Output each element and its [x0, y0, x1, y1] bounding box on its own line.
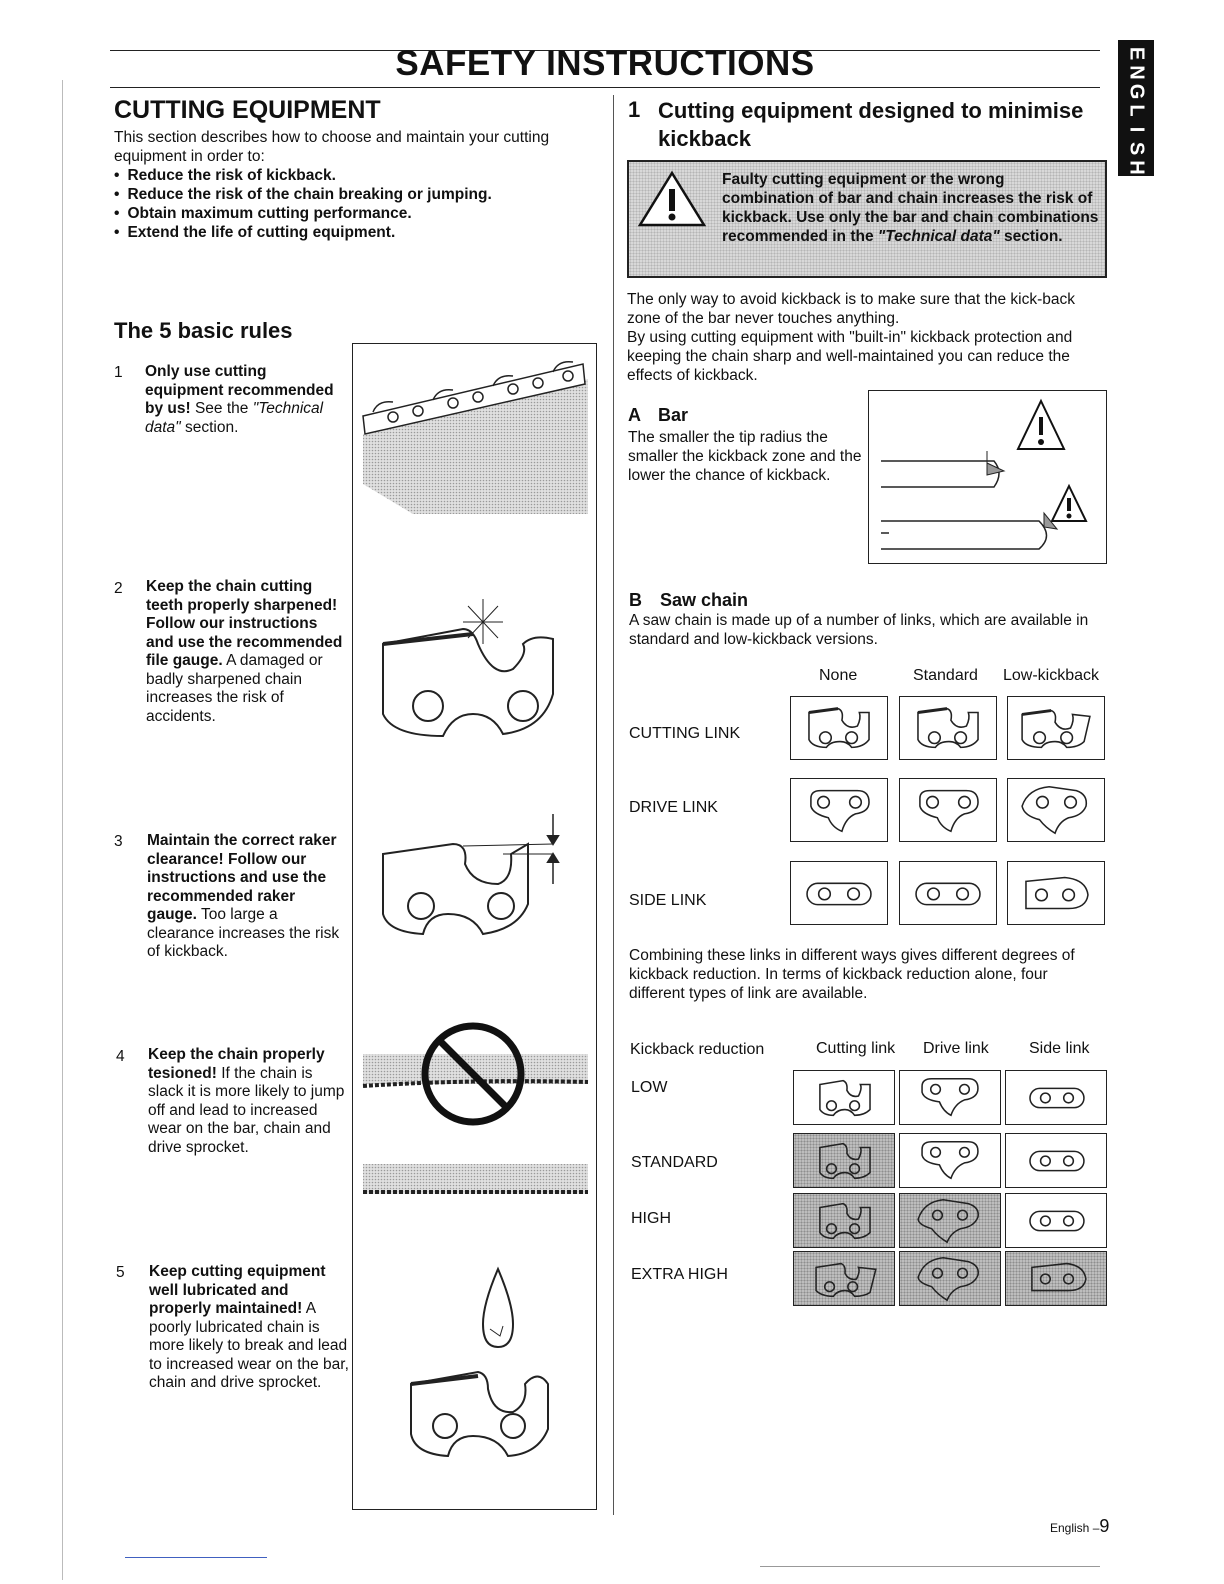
link-col-standard: Standard	[913, 667, 978, 684]
rule-text	[148, 1046, 348, 1157]
lang-letter: E	[1125, 46, 1148, 61]
rule-rest: See the	[190, 400, 253, 417]
link-row-drive: DRIVE LINK	[629, 799, 718, 816]
link-row-side: SIDE LINK	[629, 892, 707, 909]
link-col-lowkickback: Low-kickback	[1003, 667, 1100, 684]
link-col-none: None	[819, 667, 858, 684]
rule-bold: Maintain the correct raker clearance! Follow our instructions and use the recommended raker gauge.	[147, 832, 337, 923]
rule-rest: If the chain is slack it is more likely to jump off and lead to increased wear on the bar, chain and drive sprocket.	[148, 1064, 345, 1156]
bullet-item: • Obtain maximum cutting performance.	[114, 204, 604, 223]
bullet-list	[114, 166, 604, 242]
chain-on-bar-illustration	[363, 362, 588, 514]
intro-text: This section describes how to choose and maintain your cutting equipment in order to:	[114, 129, 550, 165]
extrahigh-side-cell	[1005, 1251, 1107, 1306]
rule-rest: A damaged or badly sharpened chain increases the risk of accidents.	[146, 652, 323, 725]
high-drive-cell	[899, 1193, 1001, 1248]
warning-italic: "Technical data"	[877, 228, 1000, 245]
high-cutting-cell	[793, 1193, 895, 1248]
bullet-item: • Extend the life of cutting equipment.	[114, 223, 604, 242]
page-number	[1050, 1516, 1109, 1537]
drive-link-standard	[899, 778, 997, 842]
rule-number: 5	[116, 1264, 125, 1281]
extrahigh-cutting-cell	[793, 1251, 895, 1306]
kickback-text-1: The only way to avoid kickback is to make sure that the kick-back zone of the bar never touches anything.	[627, 291, 1075, 327]
reduction-row-low: LOW	[631, 1079, 668, 1096]
intro-block	[114, 128, 604, 242]
language-tab	[1118, 40, 1154, 176]
lang-letter: H	[1125, 160, 1148, 175]
extrahigh-drive-cell	[899, 1251, 1001, 1306]
chain-text: A saw chain is made up of a number of links, which are available in standard and low-kickback versions.	[629, 612, 1089, 648]
kickback-text-2: By using cutting equipment with "built-in" kickback protection and keeping the chain sharp and well-maintained you can reduce the effects of kickback.	[627, 329, 1073, 384]
lang-letter: S	[1125, 141, 1148, 156]
combine-text: Combining these links in different ways gives different degrees of kickback reduction. In terms of kickback reduction alone, four different types of link are available.	[629, 947, 1075, 1002]
drive-link-none	[790, 778, 888, 842]
rule-bold: Keep cutting equipment well lubricated and properly maintained!	[149, 1263, 326, 1317]
rules-illustration-panel	[352, 343, 597, 1510]
page-number-value: 9	[1099, 1516, 1110, 1536]
sharpened-cutter-illustration	[383, 599, 553, 736]
bar-letter: A	[628, 405, 641, 425]
slack-chain-illustration	[363, 1026, 588, 1194]
rule-number: 1	[114, 364, 123, 381]
side-link-none	[790, 861, 888, 925]
rule-rest: Too large a clearance increases the risk of kickback.	[147, 906, 340, 960]
kickback-paragraph	[627, 290, 1097, 385]
lang-letter: G	[1125, 83, 1148, 100]
reduction-row-standard: STANDARD	[631, 1154, 718, 1171]
bar-title: Bar	[658, 405, 689, 425]
standard-drive-cell	[899, 1133, 1001, 1188]
rule-bold: Keep the chain properly tesioned!	[148, 1046, 325, 1082]
lang-letter: I	[1125, 126, 1148, 133]
bullet-item: • Reduce the risk of kickback.	[114, 166, 604, 185]
rule-text	[145, 363, 345, 437]
chain-title: Saw chain	[660, 590, 749, 610]
warning-text	[722, 170, 1100, 246]
low-side-cell	[1005, 1070, 1107, 1125]
page-title: SAFETY INSTRUCTIONS	[395, 44, 815, 83]
warning-end: section.	[999, 228, 1063, 245]
footer-line	[760, 1566, 1100, 1567]
column-divider	[613, 95, 614, 1515]
section-heading: CUTTING EQUIPMENT	[114, 96, 381, 124]
right-heading-number: 1	[628, 97, 641, 122]
lang-letter: N	[1125, 65, 1148, 80]
low-drive-cell	[899, 1070, 1001, 1125]
rule-number: 4	[116, 1048, 125, 1065]
rule-text	[147, 832, 347, 962]
rule-rest: A poorly lubricated chain is more likely to break and lead to increased wear on the bar, chain and drive sprocket.	[149, 1300, 349, 1391]
chain-letter: B	[629, 590, 642, 610]
rules-heading: The 5 basic rules	[114, 318, 293, 343]
rule-bold: Only use cutting equipment recommended by us!	[145, 363, 334, 417]
cutting-link-none	[790, 696, 888, 760]
bar-tip-diagram	[869, 391, 1106, 563]
link-row-cutting: CUTTING LINK	[629, 725, 741, 742]
header-rule-bottom	[110, 87, 1100, 88]
reduction-row-high: HIGH	[631, 1210, 671, 1227]
cutting-link-standard	[899, 696, 997, 760]
page-edge-line	[62, 80, 63, 1580]
rule-text	[149, 1263, 349, 1393]
bar-diagram	[868, 390, 1107, 564]
cutting-link-lowkickback	[1007, 696, 1105, 760]
lang-letter: L	[1125, 104, 1148, 117]
warning-triangle-icon	[637, 170, 707, 228]
rule-rest: section.	[180, 418, 239, 436]
reduction-col-cutting: Cutting link	[816, 1040, 896, 1057]
reduction-header: Kickback reduction	[630, 1041, 765, 1058]
high-side-cell	[1005, 1193, 1107, 1248]
side-link-lowkickback	[1007, 861, 1105, 925]
standard-side-cell	[1005, 1133, 1107, 1188]
warning-main: Faulty cutting equipment or the wrong combination of bar and chain increases the risk of kickback. Use only the bar and chain combinations recommended in the	[722, 171, 1099, 245]
standard-cutting-cell	[793, 1133, 895, 1188]
rule-number: 2	[114, 580, 123, 597]
right-heading: Cutting equipment designed to minimise kickback	[658, 98, 1084, 151]
bullet-item: • Reduce the risk of the chain breaking or jumping.	[114, 185, 604, 204]
rule-bold: Keep the chain cutting teeth properly sharpened! Follow our instructions and use the recommended file gauge.	[146, 578, 343, 669]
rule-text	[146, 578, 346, 726]
drive-link-lowkickback	[1007, 778, 1105, 842]
lubrication-illustration	[411, 1269, 548, 1456]
side-link-standard	[899, 861, 997, 925]
bar-text: The smaller the tip radius the smaller the kickback zone and the lower the chance of kickback.	[628, 429, 862, 484]
reduction-col-drive: Drive link	[923, 1040, 989, 1057]
rules-illustrations	[353, 344, 596, 1509]
page-label: English –	[1050, 1521, 1100, 1535]
reduction-row-extrahigh: EXTRA HIGH	[631, 1266, 728, 1283]
reduction-col-side: Side link	[1029, 1040, 1090, 1057]
footer-line	[125, 1557, 267, 1558]
rule-number: 3	[114, 833, 123, 850]
low-cutting-cell	[793, 1070, 895, 1125]
rule-italic: "Technical data"	[145, 400, 324, 436]
raker-clearance-illustration	[383, 814, 558, 934]
